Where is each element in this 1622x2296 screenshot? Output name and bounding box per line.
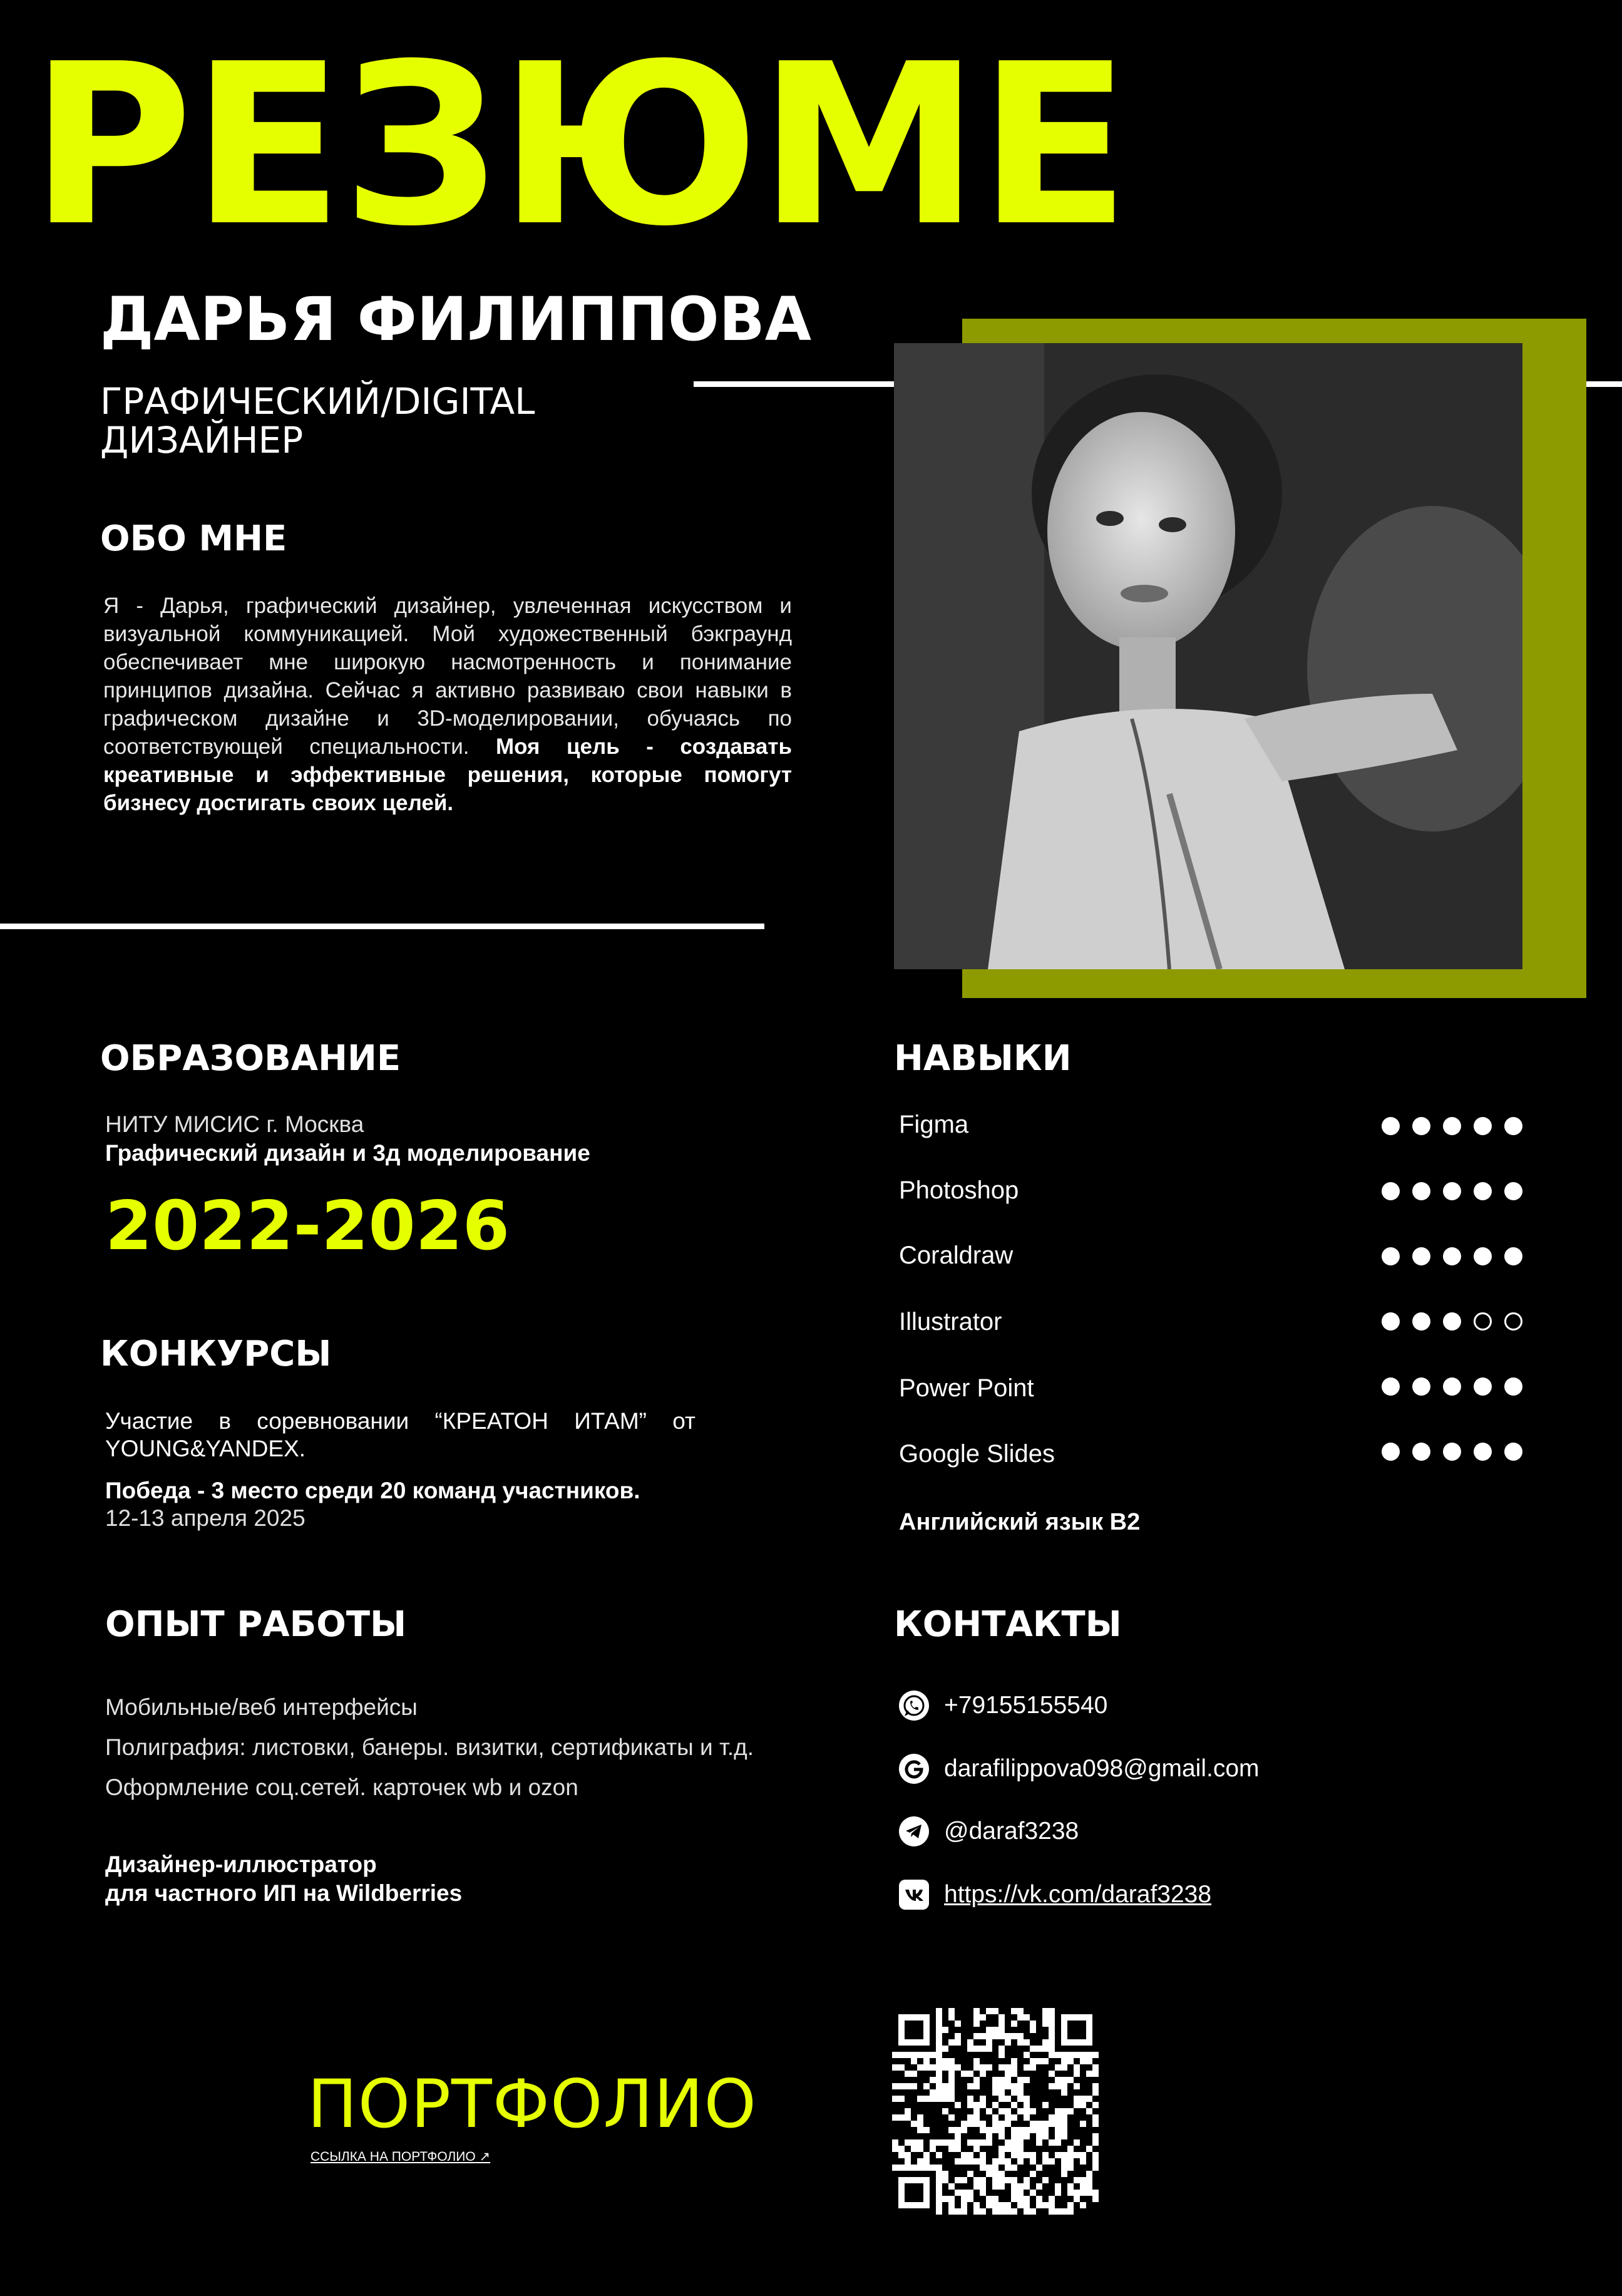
filled-dot-icon — [1504, 1182, 1522, 1200]
filled-dot-icon — [1474, 1377, 1492, 1396]
portfolio-link-text[interactable]: ССЫЛКА НА ПОРТФОЛИО — [311, 2149, 476, 2164]
about-description: Я - Дарья, графический дизайнер, увлеченная искусством и визуальной коммуникацией. Мой художественный бэкграунд обеспечивает мне широкую насмотренность и понимание принципов дизайна. Сейчас я активно развиваю свои навыки в графическом дизайне и 3D-моделировании, обучаясь по соответствующей специальности. — [103, 594, 792, 759]
skill-name: Photoshop — [899, 1176, 1019, 1204]
person-name: ДАРЬЯ ФИЛИППОВА — [100, 284, 812, 354]
contacts-heading: КОНТАКТЫ — [894, 1604, 1122, 1645]
filled-dot-icon — [1412, 1117, 1430, 1135]
filled-dot-icon — [1382, 1117, 1400, 1135]
filled-dot-icon — [1412, 1312, 1430, 1331]
portfolio-link[interactable] — [311, 2149, 490, 2165]
empty-dot-icon — [1504, 1312, 1522, 1331]
filled-dot-icon — [1443, 1247, 1461, 1265]
skill-name: Illustrator — [899, 1308, 1002, 1336]
arrow-up-right-icon: ↗ — [479, 2149, 491, 2164]
qr-code-pattern — [892, 2008, 1099, 2215]
about-heading: ОБО МНЕ — [100, 518, 287, 559]
contact-email[interactable] — [899, 1754, 1260, 1784]
language-skill: Английский язык B2 — [899, 1509, 1141, 1535]
filled-dot-icon — [1504, 1247, 1522, 1265]
contact-phone[interactable] — [899, 1691, 1107, 1721]
filled-dot-icon — [1474, 1182, 1492, 1200]
experience-item: Оформление соц.сетей. карточек wb и ozon — [105, 1774, 578, 1800]
filled-dot-icon — [1443, 1312, 1461, 1331]
competitions-heading: КОНКУРСЫ — [100, 1334, 332, 1374]
telegram-icon — [899, 1816, 929, 1846]
skills-heading: НАВЫКИ — [894, 1038, 1072, 1079]
filled-dot-icon — [1382, 1182, 1400, 1200]
filled-dot-icon — [1443, 1182, 1461, 1200]
whatsapp-icon — [899, 1691, 929, 1721]
education-institution: НИТУ МИСИС г. Москва — [105, 1111, 364, 1137]
education-years: 2022-2026 — [105, 1187, 510, 1265]
filled-dot-icon — [1382, 1377, 1400, 1396]
about-text — [103, 592, 792, 817]
competition-date: 12-13 апреля 2025 — [105, 1505, 305, 1531]
about-goal: Моя цель - создавать креативные и эффективные решения, которые помогут бизнесу достигать своих целей. — [103, 734, 792, 815]
filled-dot-icon — [1474, 1117, 1492, 1135]
contact-telegram-text[interactable]: @daraf3238 — [944, 1818, 1079, 1845]
profile-photo — [894, 343, 1522, 969]
filled-dot-icon — [1412, 1182, 1430, 1200]
skill-level-dots — [1382, 1443, 1522, 1461]
qr-code[interactable] — [892, 2008, 1099, 2215]
filled-dot-icon — [1412, 1443, 1430, 1461]
experience-heading: ОПЫТ РАБОТЫ — [105, 1604, 407, 1645]
filled-dot-icon — [1443, 1443, 1461, 1461]
filled-dot-icon — [1382, 1247, 1400, 1265]
filled-dot-icon — [1474, 1247, 1492, 1265]
filled-dot-icon — [1504, 1443, 1522, 1461]
filled-dot-icon — [1504, 1117, 1522, 1135]
contact-vk-link[interactable]: https://vk.com/daraf3238 — [944, 1881, 1212, 1908]
skill-name: Coraldraw — [899, 1242, 1014, 1269]
job-title-line2: ДИЗАЙНЕР — [100, 419, 304, 461]
filled-dot-icon — [1382, 1312, 1400, 1331]
education-heading: ОБРАЗОВАНИЕ — [100, 1038, 401, 1079]
filled-dot-icon — [1412, 1247, 1430, 1265]
filled-dot-icon — [1443, 1117, 1461, 1135]
experience-role-line1: Дизайнер-иллюстратор — [105, 1851, 377, 1877]
skill-level-dots — [1382, 1182, 1522, 1200]
skill-name: Google Slides — [899, 1440, 1055, 1468]
filled-dot-icon — [1412, 1377, 1430, 1396]
google-icon — [899, 1754, 929, 1784]
skill-name: Figma — [899, 1111, 969, 1138]
portrait-illustration — [894, 343, 1522, 969]
filled-dot-icon — [1474, 1443, 1492, 1461]
filled-dot-icon — [1504, 1377, 1522, 1396]
contact-vk[interactable] — [899, 1880, 1211, 1910]
contact-telegram[interactable] — [899, 1816, 1079, 1846]
experience-item: Полиграфия: листовки, банеры. визитки, сертификаты и т.д. — [105, 1734, 754, 1760]
divider-middle — [0, 924, 764, 929]
job-title-line1: ГРАФИЧЕСКИЙ/DIGITAL — [100, 380, 535, 423]
experience-item: Мобильные/веб интерфейсы — [105, 1694, 418, 1720]
skill-level-dots — [1382, 1247, 1522, 1265]
competition-description: Участие в соревновании “КРЕАТОН ИТАМ” от YOUNG&YANDEX. — [105, 1408, 696, 1461]
contact-email-text[interactable]: darafilippova098@gmail.com — [944, 1755, 1260, 1782]
empty-dot-icon — [1474, 1312, 1492, 1331]
job-title — [100, 382, 535, 460]
experience-role — [105, 1850, 462, 1908]
skill-name: Power Point — [899, 1374, 1034, 1402]
competition-result: Победа - 3 место среди 20 команд участников. — [105, 1478, 640, 1503]
skill-level-dots — [1382, 1117, 1522, 1135]
skill-level-dots — [1382, 1312, 1522, 1331]
filled-dot-icon — [1382, 1443, 1400, 1461]
skill-level-dots — [1382, 1377, 1522, 1396]
vk-icon — [899, 1880, 929, 1910]
portfolio-title: ПОРТФОЛИО — [307, 2066, 757, 2143]
experience-role-line2: для частного ИП на Wildberries — [105, 1880, 463, 1906]
resume-title: РЕЗЮМЕ — [30, 16, 1129, 275]
filled-dot-icon — [1443, 1377, 1461, 1396]
contact-phone-text[interactable]: +79155155540 — [944, 1692, 1108, 1719]
education-program: Графический дизайн и 3д моделирование — [105, 1140, 590, 1166]
